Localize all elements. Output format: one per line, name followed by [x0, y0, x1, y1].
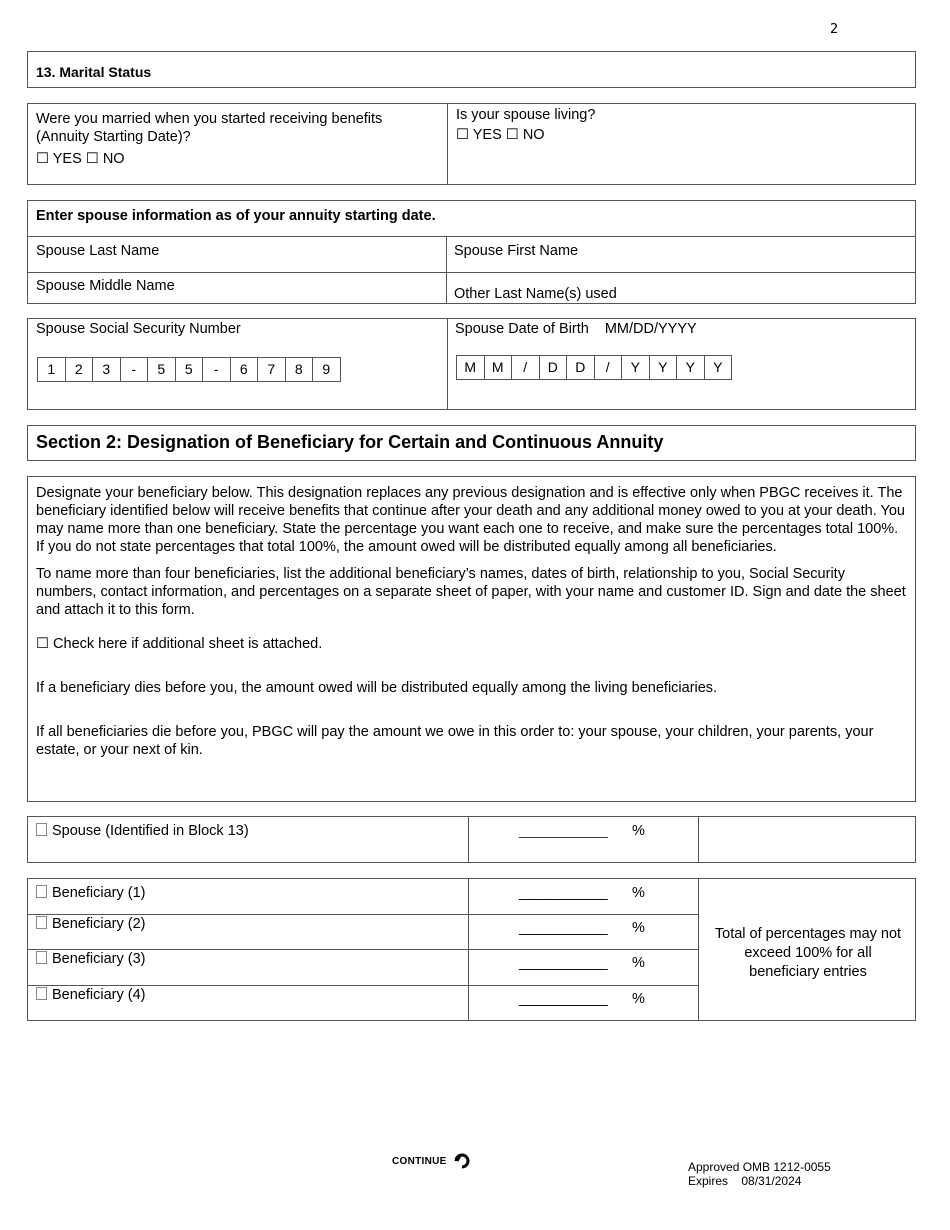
instructions-para-designate: Designate your beneficiary below. This designation replaces any previous designation and is effective only when PBGC receives it. The beneficiary identified below will receive benefits that continue after your death and any additional money owed to you at your death. You may name more than one beneficiary. State the percentage you want each one to receive, and make sure the percentages total 100%. If you do not state percentages that total 100%, the amount owed will be distributed equally among all beneficiaries. [36, 485, 905, 555]
beneficiary-1-label: Beneficiary (1) [52, 885, 146, 901]
continue-arrow-icon [453, 1152, 471, 1170]
spouse-dob-format: MM/DD/YYYY [604, 321, 697, 337]
dob-box[interactable]: D [566, 355, 595, 380]
spouse-living-question: Is your spouse living? [456, 107, 596, 123]
beneficiary-3-percent-blank[interactable]: ___________ [519, 955, 608, 971]
section2-title: Section 2: Designation of Beneficiary for Certain and Continuous Annuity [36, 432, 664, 452]
ssn-box[interactable]: 2 [65, 357, 94, 382]
spouse-living-cell [456, 105, 906, 145]
beneficiary-row [28, 985, 698, 1021]
additional-sheet-checkbox[interactable]: ☐ Check here if additional sheet is attached. [36, 636, 323, 652]
ssn-box[interactable]: - [120, 357, 149, 382]
married-question: Were you married when you started receiving benefits (Annuity Starting Date)? [36, 111, 383, 145]
dob-box[interactable]: D [539, 355, 568, 380]
spouse-info-heading: Enter spouse information as of your annuity starting date. [36, 208, 436, 224]
expires-date: 08/31/2024 [741, 1174, 802, 1188]
spouse-beneficiary-row [27, 816, 916, 863]
spouse-middle-name-field[interactable]: Spouse Middle Name [36, 278, 175, 294]
ssn-box[interactable]: 7 [257, 357, 286, 382]
dob-box[interactable]: Y [649, 355, 678, 380]
spouse-ssn-label: Spouse Social Security Number [36, 321, 241, 337]
page-number: 2 [830, 22, 839, 37]
section2-instructions [27, 476, 916, 802]
dob-box[interactable]: M [456, 355, 485, 380]
spouse-percent-blank[interactable]: ___________ [519, 823, 608, 839]
spouse-percent-sign: % [632, 823, 645, 839]
dob-box[interactable]: Y [704, 355, 733, 380]
ssn-box[interactable]: - [202, 357, 231, 382]
beneficiary-3-label: Beneficiary (3) [52, 951, 146, 967]
total-percentages-note: Total of percentages may not exceed 100% for all beneficiary entries [714, 926, 902, 980]
section2-header [27, 425, 916, 461]
omb-number: Approved OMB 1212-0055 [688, 1160, 831, 1174]
spouse-dob-boxes[interactable] [456, 355, 732, 380]
beneficiary-2-percent-blank[interactable]: ___________ [519, 920, 608, 936]
ssn-box[interactable]: 1 [37, 357, 66, 382]
expires-label: Expires [688, 1174, 729, 1188]
beneficiary-4-percent-sign: % [632, 991, 645, 1007]
beneficiary-3-percent-sign: % [632, 955, 645, 971]
married-question-cell [36, 110, 436, 168]
spouse-dob-label: Spouse Date of Birth [455, 321, 589, 337]
spouse-living-yes-no[interactable]: ☐ YES ☐ NO [456, 127, 545, 143]
ssn-box[interactable]: 9 [312, 357, 341, 382]
spouse-beneficiary-label: Spouse (Identified in Block 13) [52, 823, 249, 839]
other-last-names-field[interactable]: Other Last Name(s) used [454, 286, 617, 302]
beneficiary-row [28, 879, 698, 914]
beneficiary-1-percent-sign: % [632, 885, 645, 901]
dob-box[interactable]: / [511, 355, 540, 380]
beneficiary-1-checkbox[interactable] [36, 885, 47, 898]
ssn-box[interactable]: 6 [230, 357, 259, 382]
instructions-para-all-die: If all beneficiaries die before you, PBGC will pay the amount we owe in this order to: your spouse, your children, your parents, your estate, or your next of kin. [36, 724, 874, 758]
marital-status-title: 13. Marital Status [36, 64, 152, 80]
beneficiary-2-checkbox[interactable] [36, 916, 47, 929]
beneficiary-row [28, 914, 698, 949]
dob-box[interactable]: Y [621, 355, 650, 380]
ssn-box[interactable]: 8 [285, 357, 314, 382]
continue-label: CONTINUE [392, 1155, 447, 1167]
instructions-para-beneficiary-dies: If a beneficiary dies before you, the amount owed will be distributed equally among the living beneficiaries. [36, 680, 718, 696]
instructions-para-more-than-four: To name more than four beneficiaries, list the additional beneficiary’s names, dates of birth, relationship to you, Social Security numbers, contact information, and percentages on a separate sheet of paper, with your name and customer ID. Sign and date the sheet and attach it to this form. [36, 566, 906, 618]
spouse-last-name-field[interactable]: Spouse Last Name [36, 243, 160, 259]
omb-footer [688, 1160, 831, 1188]
continue-button[interactable] [392, 1152, 471, 1170]
spouse-first-name-field[interactable]: Spouse First Name [454, 243, 579, 259]
beneficiaries-table [27, 878, 916, 1021]
spouse-beneficiary-checkbox[interactable] [36, 823, 47, 836]
beneficiary-1-percent-blank[interactable]: ___________ [519, 885, 608, 901]
beneficiary-4-label: Beneficiary (4) [52, 987, 146, 1003]
beneficiary-4-percent-blank[interactable]: ___________ [519, 991, 608, 1007]
spouse-info-box [27, 200, 916, 304]
spouse-ssn-boxes[interactable] [37, 357, 341, 382]
marital-status-header [27, 51, 916, 88]
ssn-dob-box [27, 318, 916, 410]
beneficiary-row [28, 949, 698, 985]
dob-box[interactable]: Y [676, 355, 705, 380]
marital-questions-box [27, 103, 916, 185]
beneficiary-2-percent-sign: % [632, 920, 645, 936]
ssn-box[interactable]: 5 [175, 357, 204, 382]
beneficiary-4-checkbox[interactable] [36, 987, 47, 1000]
ssn-box[interactable]: 3 [92, 357, 121, 382]
married-yes-no[interactable]: ☐ YES ☐ NO [36, 151, 125, 167]
dob-box[interactable]: / [594, 355, 623, 380]
beneficiary-2-label: Beneficiary (2) [52, 916, 146, 932]
dob-box[interactable]: M [484, 355, 513, 380]
ssn-box[interactable]: 5 [147, 357, 176, 382]
beneficiary-3-checkbox[interactable] [36, 951, 47, 964]
